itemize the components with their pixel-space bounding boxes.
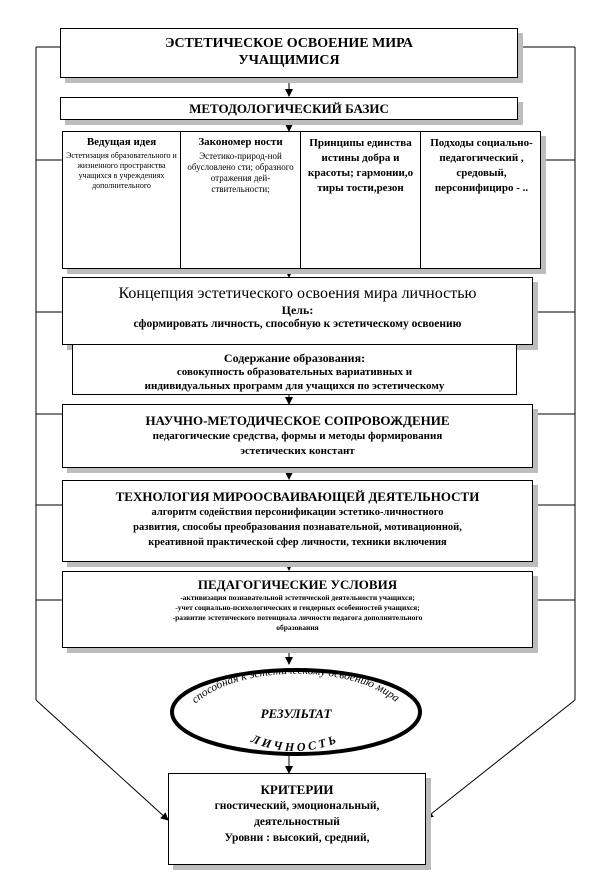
conditions-line-2: -учет социально-психологических и гендерных особенностей учащихся; [175,603,420,612]
support-box [62,404,533,468]
criteria-box [168,773,426,865]
result-center-text: РЕЗУЛЬТАТ [260,706,332,721]
column-leading-idea [63,132,181,268]
result-arc-bottom: ЛИЧНОСТЬ [249,731,341,755]
content-line-2: индивидуальных программ для учащихся по эстетическому [144,380,445,392]
title-line-2: УЧАЩИМИСЯ [238,53,340,68]
result-arc-top: способная к эстетическому освоению мира [189,664,402,707]
criteria-title: КРИТЕРИИ [260,782,334,797]
conditions-title: ПЕДАГОГИЧЕСКИЕ УСЛОВИЯ [197,577,398,592]
criteria-line-2: деятельностный [254,816,340,828]
criteria-line-1: гностический, эмоциональный, [214,800,380,812]
technology-title: ТЕХНОЛОГИЯ МИРООСВАИВАЮЩЕЙ ДЕЯТЕЛЬНОСТИ [115,489,480,504]
column-body: Эстетизация образовательного и жизненного пространства учащихся в учреждениях дополнительного [66,151,177,190]
content-line-1: совокупность образовательных вариативных и [176,366,413,378]
methodological-basis-box [60,97,518,120]
column-head: Подходы социально-педагогический , средовый, персонифициро - .. [430,137,533,194]
conditions-line-3: -развитие эстетического потенциала личности педагога дополнительного [172,613,423,622]
conditions-line-1: -активизация познавательной эстетической деятельности учащихся; [180,593,415,602]
technology-line-3: креативной практической сфер личности, техники включения [148,537,447,548]
column-approaches [421,132,542,268]
support-line-1: педагогические средства, формы и методы формирования [152,430,443,442]
column-body: Эстетико-природ-ной обусловлено сти; образного отражения дей-ствительности; [187,151,294,194]
support-title: НАУЧНО-МЕТОДИЧЕСКОЕ СОПРОВОЖДЕНИЕ [145,413,450,428]
conditions-line-4: образования [276,623,319,632]
technology-line-2: развития, способы преобразования познавательной, мотивационной, [133,522,462,533]
basis-columns-box [62,131,541,269]
column-principles [301,132,421,268]
content-title: Содержание образования: [223,351,366,365]
title-box [60,28,518,78]
methodological-basis-title: МЕТОДОЛОГИЧЕСКИЙ БАЗИС [189,101,389,116]
concept-title: Концепция эстетического освоения мира личностью [118,285,477,302]
technology-box [62,480,533,562]
conditions-box [62,571,533,648]
title-line-1: ЭСТЕТИЧЕСКОЕ ОСВОЕНИЕ МИРА [164,36,414,51]
content-box [72,345,517,395]
concept-goal-label: Цель: [281,303,314,317]
column-head: Закономер ности [198,136,283,148]
column-head: Ведущая идея [86,136,157,148]
concept-goal-text: сформировать личность, способную к эстетическому освоению [133,318,462,330]
support-line-2: эстетических констант [240,445,355,457]
column-head: Принципы единства истины добра и красоты; гармонии,о тиры тости,резон [307,137,414,194]
concept-box [62,277,533,345]
result-ellipse [160,660,430,760]
column-regularities [181,132,301,268]
technology-line-1: алгоритм содействия персонификации эстетико-личностного [151,507,444,518]
criteria-line-3: Уровни : высокий, средний, [224,832,370,844]
